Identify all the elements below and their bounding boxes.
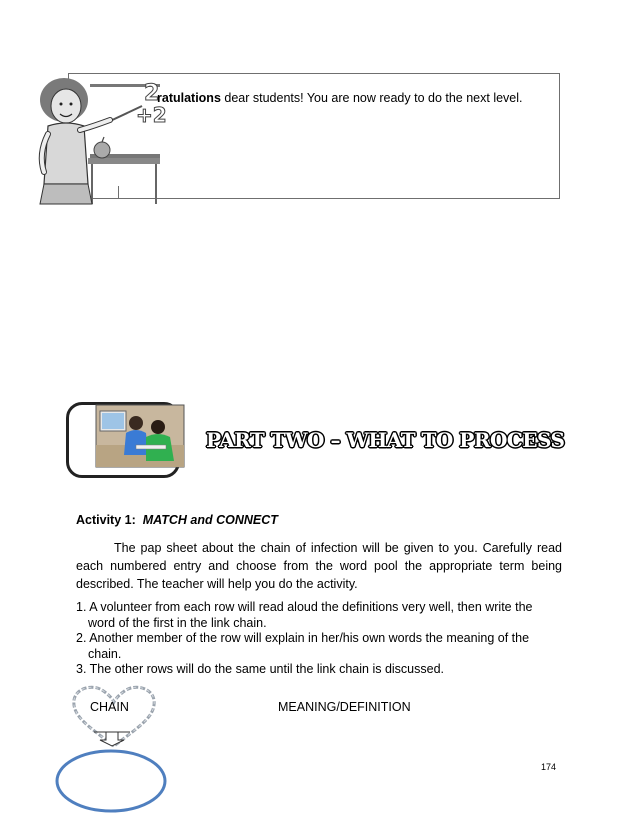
page-number: 174 xyxy=(541,762,557,772)
activity-step-2: 2. Another member of the row will explain in her/his own words the meaning of the chain. xyxy=(76,631,530,661)
part-two-title: PART TWO – WHAT TO PROCESS xyxy=(206,428,565,452)
activity-step-3: 3. The other rows will do the same until the link chain is discussed. xyxy=(76,662,445,676)
activity-heading xyxy=(76,513,278,527)
chain-oval xyxy=(54,748,168,814)
chalk-number-bottom: +2 xyxy=(136,103,167,127)
teacher-illustration xyxy=(30,64,167,204)
down-arrow-icon xyxy=(92,730,132,746)
congrats-message xyxy=(157,91,523,105)
congrats-bold: ratulations xyxy=(157,91,221,105)
chalk-number-top: 2 xyxy=(144,81,160,106)
activity-step-1: 1. A volunteer from each row will read aloud the definitions very well, then write the word of the first in the link chain. xyxy=(76,600,533,630)
congrats-rest: dear students! You are now ready to do the next level. xyxy=(220,91,523,105)
chain-label: CHAIN xyxy=(90,700,129,714)
meaning-label: MEANING/DEFINITION xyxy=(278,700,411,714)
students-photo xyxy=(96,405,184,467)
activity-label: Activity 1: xyxy=(76,513,136,527)
activity-steps xyxy=(76,600,562,678)
activity-intro: The pap sheet about the chain of infection will be given to you. Carefully read each numbered entry and choose from the word pool the appropriate term being described. The teacher will help you do the activity. xyxy=(76,541,562,591)
activity-name: MATCH and CONNECT xyxy=(142,513,278,527)
